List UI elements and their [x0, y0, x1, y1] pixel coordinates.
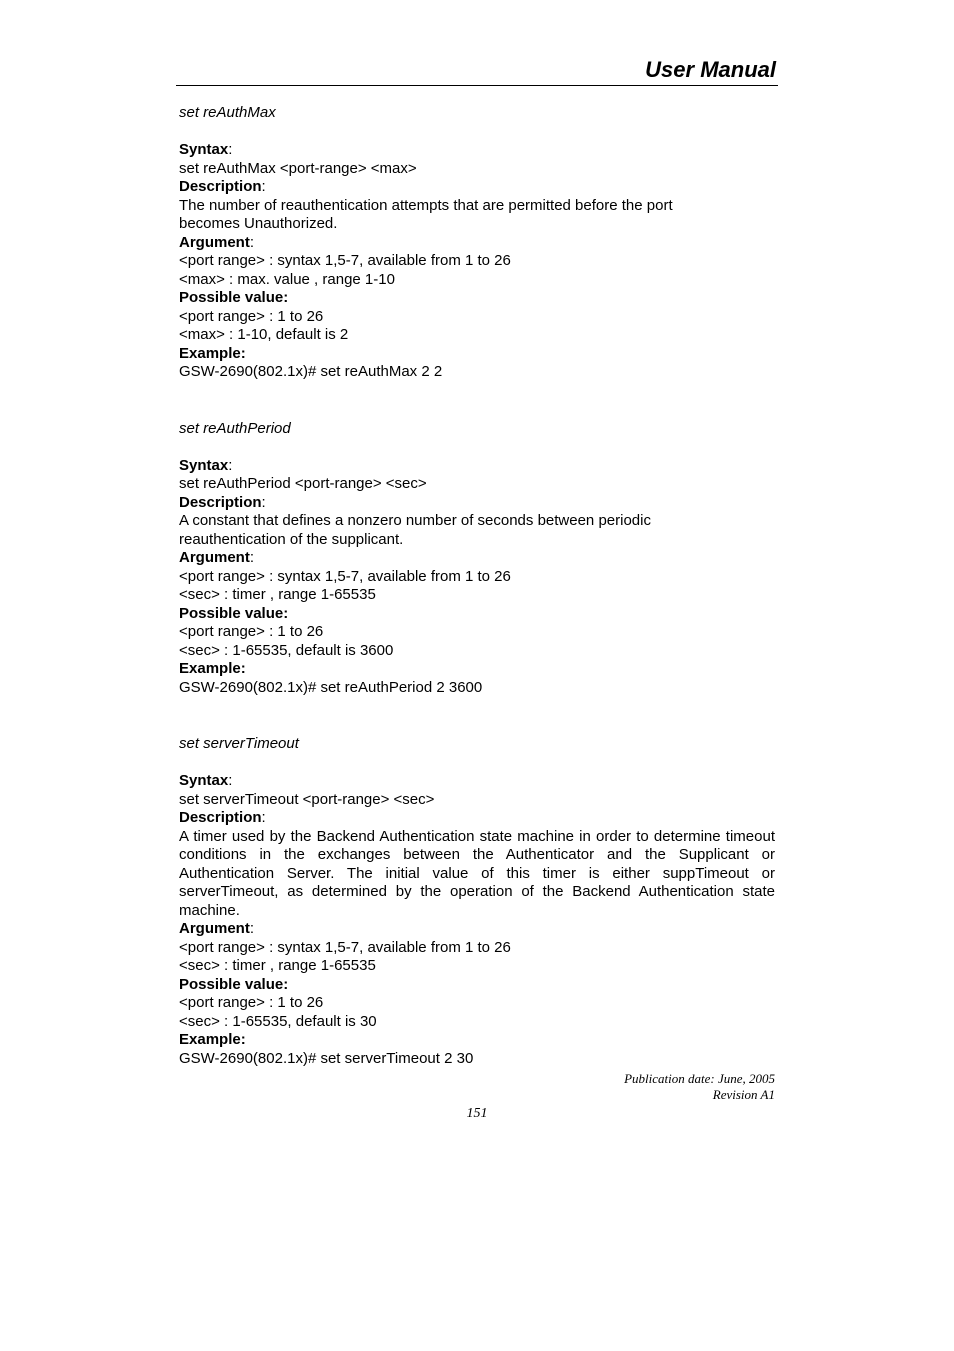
argument-item: <sec> : timer , range 1-65535: [179, 586, 376, 603]
argument-item: <port range> : syntax 1,5-7, available from 1 to 26: [179, 567, 511, 585]
example-text: GSW-2690(802.1x)# set reAuthPeriod 2 3600: [179, 678, 483, 696]
description-text: The number of reauthentication attempts that are permitted before the port becomes Unauthorized.: [179, 196, 673, 232]
command-title: set serverTimeout: [179, 735, 299, 752]
argument-label: Argument: [179, 920, 250, 937]
example-label: Example:: [179, 1031, 246, 1048]
command-section-reauthmax: set reAuthMax Syntax: set reAuthMax <port-range> <max> Description: The number of reauthentication attempts that are permitted before the port becomes Unauthorized. Argument: <port range> : syntax 1,5-7, available from 1 to 26 <max> : max. value , range 1-10 Possible value: <port range> : 1 to 26 <max> : 1-10, default is 2 Example: GSW-2690(802.1x)# set reAuthMax 2 2: [179, 104, 775, 382]
command-section-servertimeout: set serverTimeout Syntax: set serverTimeout <port-range> <sec> Description: A timer used by the Backend Authentication state machine in order to determine timeout conditions in the exchanges between the Authenticator and the Supplicant or Authentication Server. The initial value of this timer is either suppTimeout or serverTimeout, as determined by the operation of the Backend Authentication state machine. Argument: <port range> : syntax 1,5-7, available from 1 to 26 <sec> : timer , range 1-65535 Possible value: <port range> : 1 to 26 <sec> : 1-65535, default is 30 Example: GSW-2690(802.1x)# set serverTimeout 2 30: [179, 735, 775, 1067]
description-label: Description: [179, 493, 262, 511]
command-title: set reAuthMax: [179, 104, 276, 121]
page-header-title: User Manual: [645, 57, 776, 82]
possible-value-item: <port range> : 1 to 26: [179, 307, 324, 325]
possible-value-item: <sec> : 1-65535, default is 3600: [179, 641, 394, 659]
page-footer: [624, 1071, 775, 1103]
possible-value-label: Possible value:: [179, 975, 289, 993]
argument-item: <sec> : timer , range 1-65535: [179, 957, 376, 974]
possible-value-item: <port range> : 1 to 26: [179, 994, 324, 1011]
example-text: GSW-2690(802.1x)# set serverTimeout 2 30: [179, 1049, 474, 1067]
syntax-label: Syntax: [179, 141, 229, 158]
example-text: GSW-2690(802.1x)# set reAuthMax 2 2: [179, 363, 443, 380]
example-label: Example:: [179, 660, 246, 677]
manual-content: [179, 104, 775, 1068]
description-label: Description: [179, 178, 262, 195]
argument-item: <max> : max. value , range 1-10: [179, 270, 395, 288]
syntax-text: set serverTimeout <port-range> <sec>: [179, 790, 435, 808]
syntax-label: Syntax: [179, 772, 229, 789]
syntax-label: Syntax: [179, 456, 229, 474]
syntax-text: set reAuthPeriod <port-range> <sec>: [179, 475, 427, 492]
possible-value-item: <port range> : 1 to 26: [179, 623, 324, 640]
command-title: set reAuthPeriod: [179, 419, 291, 437]
argument-label: Argument: [179, 233, 250, 251]
argument-label: Argument: [179, 549, 250, 566]
example-label: Example:: [179, 344, 246, 362]
description-text: A constant that defines a nonzero number of seconds between periodic reauthentication of the supplicant.: [179, 512, 651, 548]
possible-value-label: Possible value:: [179, 289, 289, 306]
possible-value-item: <sec> : 1-65535, default is 30: [179, 1012, 377, 1030]
header-divider: [176, 85, 778, 86]
possible-value-label: Possible value:: [179, 604, 289, 622]
argument-item: <port range> : syntax 1,5-7, available from 1 to 26: [179, 938, 511, 956]
publication-date: Publication date: June, 2005: [624, 1071, 775, 1086]
description-label: Description: [179, 809, 262, 826]
argument-item: <port range> : syntax 1,5-7, available from 1 to 26: [179, 252, 511, 269]
command-section-reauthperiod: set reAuthPeriod Syntax: set reAuthPeriod <port-range> <sec> Description: A constant that defines a nonzero number of seconds between periodic reauthentication of the supplicant. Argument: <port range> : syntax 1,5-7, available from 1 to 26 <sec> : timer , range 1-65535 Possible value: <port range> : 1 to 26 <sec> : 1-65535, default is 3600 Example: GSW-2690(802.1x)# set reAuthPeriod 2 3600: [179, 420, 775, 698]
revision-label: Revision A1: [712, 1087, 775, 1102]
syntax-text: set reAuthMax <port-range> <max>: [179, 159, 417, 177]
page-number: 151: [466, 1106, 488, 1121]
description-text: A timer used by the Backend Authentication state machine in order to determine timeout conditions in the exchanges between the Authenticator and the Supplicant or Authentication Server. The initial value of this timer is either suppTimeout or serverTimeout, as determined by the operation of the Backend Authentication state machine.: [179, 827, 775, 919]
possible-value-item: <max> : 1-10, default is 2: [179, 326, 349, 343]
